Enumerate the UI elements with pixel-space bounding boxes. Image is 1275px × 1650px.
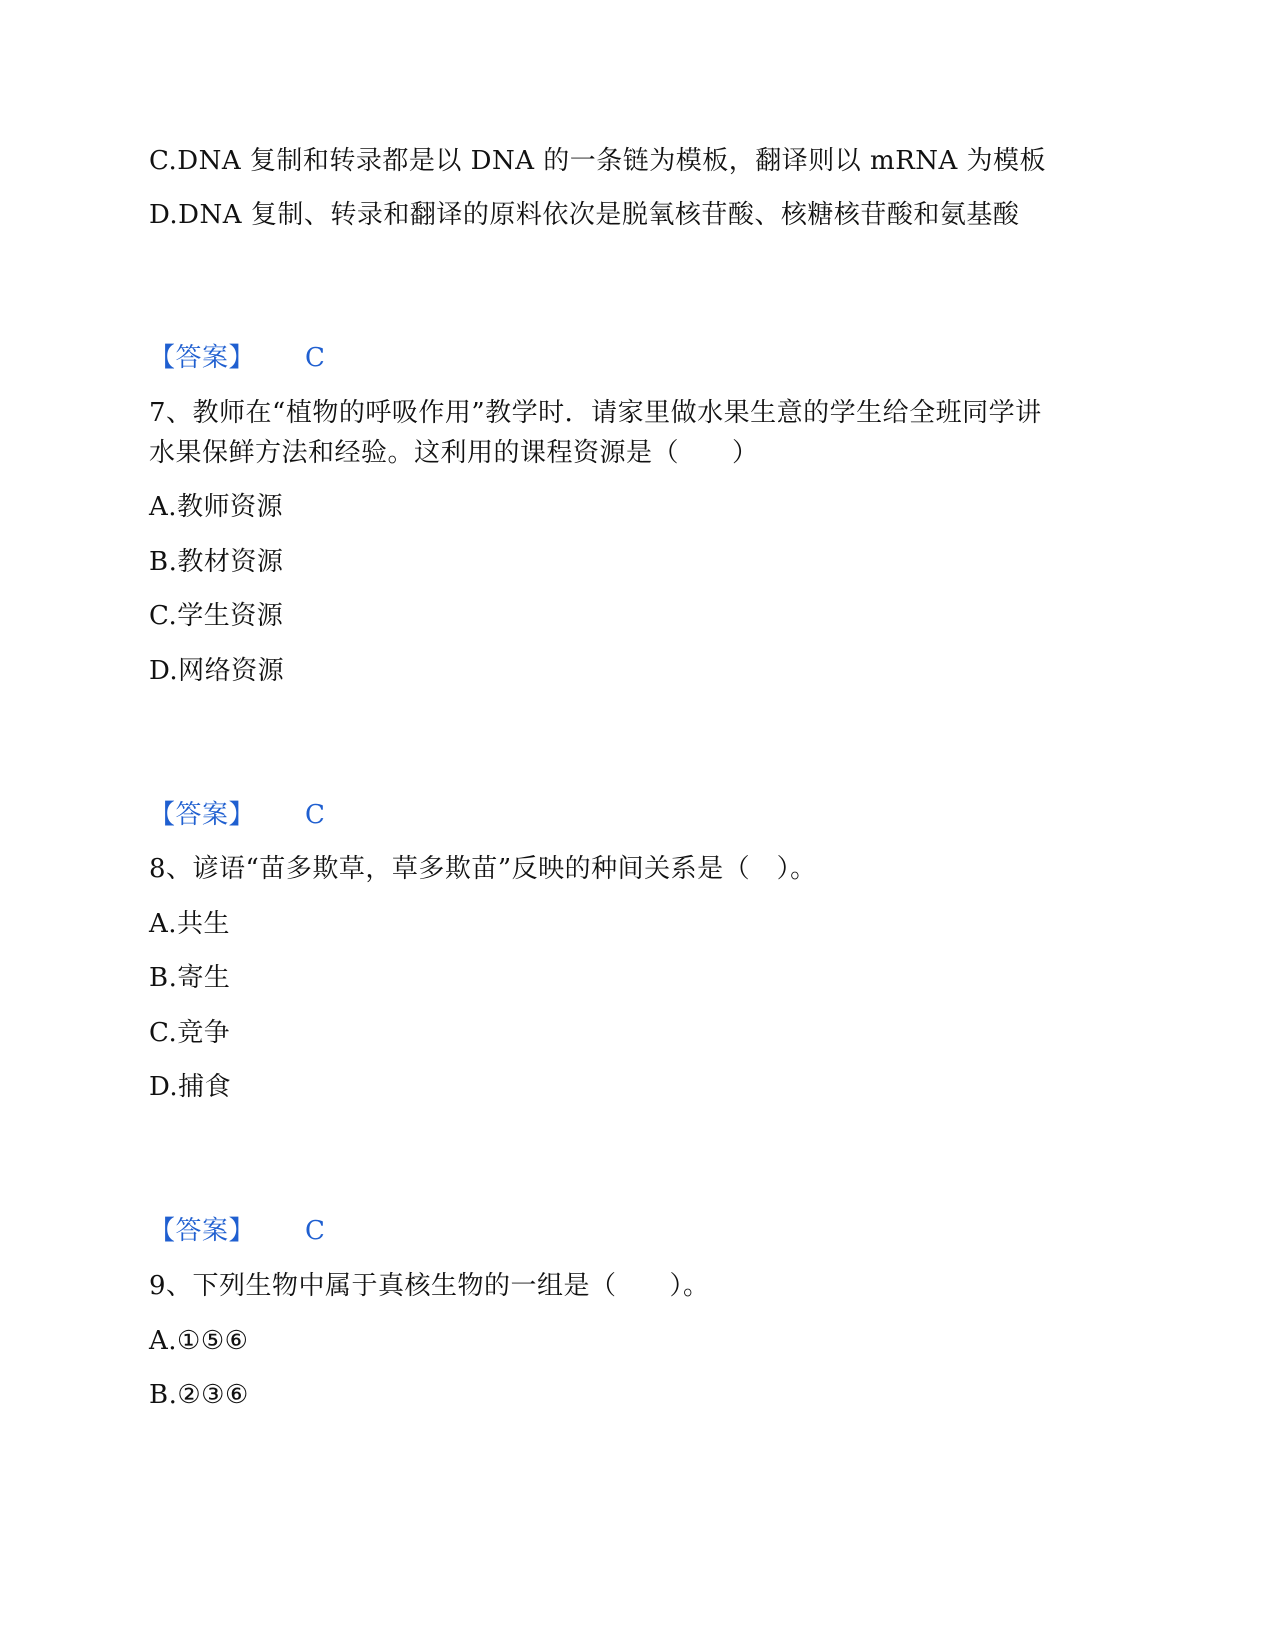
- q8-option-a: A.共生: [149, 909, 231, 939]
- q8-stem: 8、谚语“苗多欺草，草多欺苗”反映的种间关系是（ ）。: [149, 854, 817, 884]
- q6-answer: [149, 341, 325, 375]
- q7-stem-line1: 7、教师在“植物的呼吸作用”教学时．请家里做水果生意的学生给全班同学讲: [149, 398, 1042, 428]
- answer-value: C: [305, 1216, 326, 1246]
- q9-option-a: A.①⑤⑥: [149, 1326, 249, 1356]
- q9-option-b: B.②③⑥: [149, 1380, 249, 1410]
- q8-option-d: D.捕食: [149, 1072, 232, 1102]
- answer-label: 【答案】: [149, 1216, 256, 1246]
- q7-option-c: C.学生资源: [149, 601, 284, 631]
- answer-label: 【答案】: [149, 800, 256, 830]
- q8-option-b: B.寄生: [149, 963, 231, 993]
- answer-label: 【答案】: [149, 343, 256, 373]
- q8-option-c: C.竞争: [149, 1018, 231, 1048]
- q6-option-c: C.DNA 复制和转录都是以 DNA 的一条链为模板，翻译则以 mRNA 为模板: [149, 146, 1047, 176]
- answer-value: C: [305, 800, 326, 830]
- q6-option-d: D.DNA 复制、转录和翻译的原料依次是脱氧核苷酸、核糖核苷酸和氨基酸: [149, 200, 1020, 230]
- q7-option-d: D.网络资源: [149, 656, 285, 686]
- q7-stem-line2: 水果保鲜方法和经验。这利用的课程资源是（ ）: [149, 438, 759, 468]
- q8-answer: [149, 1214, 325, 1248]
- answer-value: C: [305, 343, 326, 373]
- q7-option-a: A.教师资源: [149, 492, 284, 522]
- q7-option-b: B.教材资源: [149, 547, 284, 577]
- q7-answer: [149, 798, 325, 832]
- q9-stem: 9、下列生物中属于真核生物的一组是（ ）。: [149, 1271, 710, 1301]
